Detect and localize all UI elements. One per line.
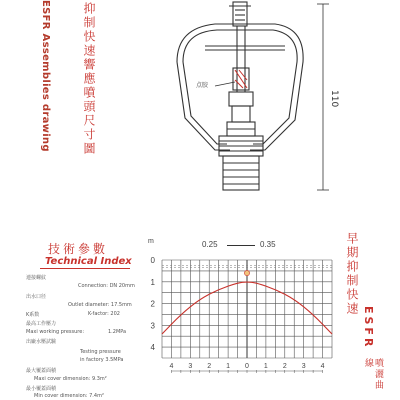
spec-line: K系数 <box>26 312 40 318</box>
x-axis-unit: m <box>148 238 154 245</box>
x-tick-label: 3 <box>188 363 193 370</box>
x-tick-label: 2 <box>282 363 287 370</box>
callout-label: 点胶 <box>196 82 209 89</box>
y-tick-label: 2 <box>150 299 155 309</box>
product-title-tail: 噴灑曲線 <box>363 358 383 391</box>
y-tick-label: 1 <box>150 277 155 287</box>
drawing-title-zh: 抑制快速響應噴頭尺寸圖 <box>82 2 96 156</box>
x-tick-label: 1 <box>226 363 231 370</box>
sprinkler-marker <box>244 270 249 275</box>
y-tick-label: 0 <box>150 256 155 265</box>
sprinkler-drawing <box>155 0 355 200</box>
spec-line: 連接螺紋 <box>26 275 47 281</box>
legend-label: 0.35 <box>260 240 276 249</box>
spec-line: Testing pressure <box>80 349 121 355</box>
x-tick-label: 0 <box>245 363 249 370</box>
spec-line: 最小覆蓋面積 <box>26 386 57 392</box>
drawing-title-en: ESFR Assemblies drawing <box>40 0 51 152</box>
x-tick-label: 2 <box>207 363 212 370</box>
spray-chart <box>140 240 345 400</box>
spec-line: Maxi cover dimension: 9.3m² <box>34 376 107 382</box>
product-title-en: ESFR <box>362 306 375 350</box>
spec-line: 出廠水壓試驗 <box>26 339 57 345</box>
x-tick-label: 4 <box>320 363 325 370</box>
tech-title-zh: 技術參數 <box>48 242 109 256</box>
spec-line: 最大覆蓋面積 <box>26 368 57 374</box>
y-tick-label: 3 <box>150 321 155 331</box>
y-tick-label: 4 <box>150 343 155 353</box>
spec-line: 出水口径 <box>26 294 47 300</box>
tech-title-rule <box>40 268 130 269</box>
spec-line: K-factor: 202 <box>88 311 120 317</box>
spec-line: Min cover dimension: 7.4m² <box>34 393 104 399</box>
dimension-label: 110 <box>329 90 339 108</box>
spec-line: Connection: DN 20mm <box>78 283 135 289</box>
spec-line: 最高工作壓力 <box>26 321 57 327</box>
legend-label: 0.25 <box>202 240 218 249</box>
spec-line: 1.2MPa <box>108 329 127 335</box>
x-tick-label: 4 <box>169 363 174 370</box>
x-tick-label: 3 <box>301 363 306 370</box>
spec-line: Outlet diameter: 17.5mm <box>68 302 132 308</box>
tech-title-en: Technical Index <box>45 256 132 267</box>
product-title-zh: 早期抑制快速 <box>345 232 359 316</box>
x-tick-label: 1 <box>263 363 268 370</box>
spec-line: Maxi working pressure: <box>26 329 85 335</box>
spec-line: in factory 3.5MPa <box>80 357 124 363</box>
